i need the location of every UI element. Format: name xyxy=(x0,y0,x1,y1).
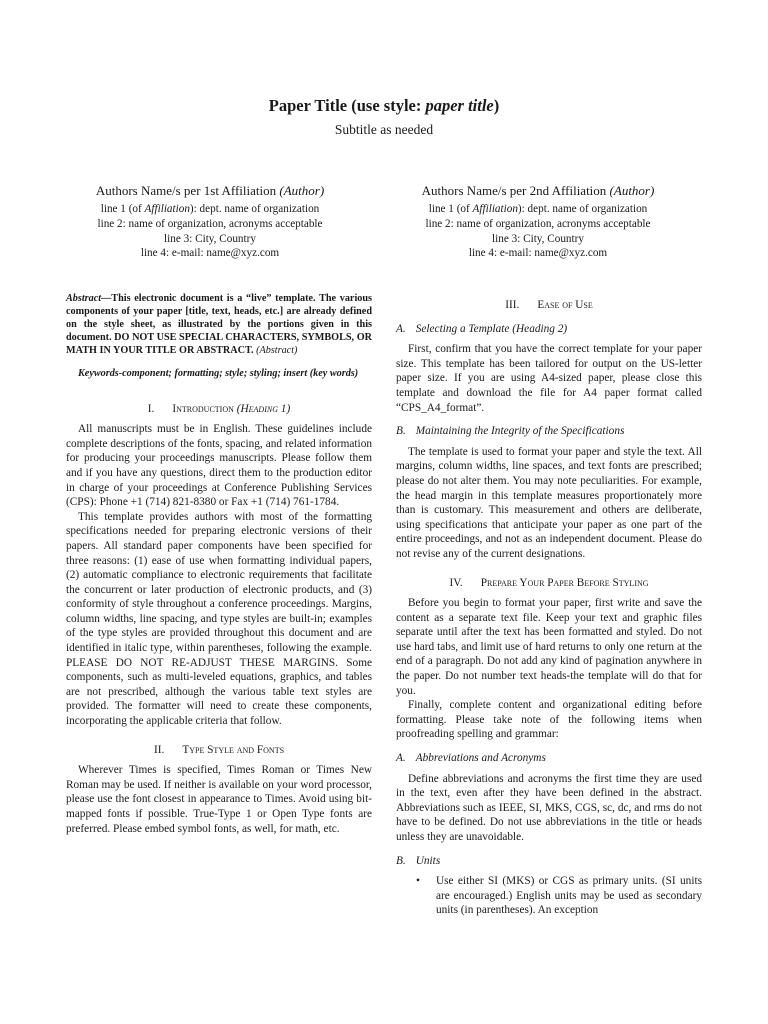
author-name: Authors Name/s per 2nd Affiliation (Author) xyxy=(421,183,655,198)
affiliation-line-3: line 3: City, Country xyxy=(492,232,584,245)
left-column xyxy=(66,292,372,836)
paragraph: Define abbreviations and acronyms the first time they are used in the text, even after they have been defined in the abstract. Abbreviations such as IEEE, SI, MKS, CGS, sc, dc, and rms do not have to be defined. Do not use abbreviations in the title or heads unless they are unavoidable. xyxy=(396,772,702,843)
subsection-heading-integrity: B. Maintaining the Integrity of the Specifications xyxy=(396,425,625,438)
author-block-1 xyxy=(60,183,360,261)
title-style-name: paper title xyxy=(425,96,494,115)
subsection-heading-units: B. Units xyxy=(396,854,441,867)
abstract-label: Abstract xyxy=(66,293,102,304)
affiliation-line-4: line 4: e-mail: name@xyz.com xyxy=(140,247,280,260)
abstract-tag: (Abstract) xyxy=(256,345,298,357)
bullet-text: Use either SI (MKS) or CGS as primary units. (SI units are encouraged.) English units may be used as secondary units (in parentheses). An exception xyxy=(436,875,702,917)
subsection-heading-abbreviations: A. Abbreviations and Acronyms xyxy=(396,752,546,765)
abstract xyxy=(66,292,372,357)
title-text: Paper Title (use style: xyxy=(268,96,426,115)
author-block-2 xyxy=(388,183,688,261)
abstract-text: —This electronic document is a “live” template. The various components of your paper [title, text, heads, etc.] are already defined on the style sheet, as illustrated by the portions given in this document. DO NOT USE SPECIAL CHARACTERS, SYMBOLS, OR MATH IN YOUR TITLE OR ABSTRACT. xyxy=(66,293,372,357)
affiliation-line-1: line 1 (of Affiliation): dept. name of organization xyxy=(428,203,648,215)
title-close: ) xyxy=(493,96,500,115)
section-heading-introduction: I. Introduction (Heading 1) xyxy=(147,402,291,415)
paragraph: All manuscripts must be in English. These guidelines include complete descriptions of the fonts, spacing, and related information for producing your proceedings manuscripts. Please follow them and if you have any questions, direct them to the production editor in charge of your proceedings at Conference Publishing Services (CPS): Phone +1 (714) 821-8380 or Fax +1 (714) 761-1784. xyxy=(66,423,372,509)
paper-title xyxy=(0,96,768,116)
list-item xyxy=(416,874,702,918)
paragraph: The template is used to format your paper and style the text. All margins, column widths, line spaces, and text fonts are prescribed; please do not alter them. You may note peculiarities. For example, the head margin in this template measures proportionately more than is customary. This measurement and others are deliberate, using specifications that anticipate your paper as one part of the entire proceedings, and not as an independent document. Please do not revise any of the current designations. xyxy=(396,445,702,560)
paragraph: Before you begin to format your paper, first write and save the content as a separate text file. Keep your text and graphic files separate until after the text has been formatted and styled. Do not use hard tabs, and limit use of hard returns to only one return at the end of a paragraph. Do not add any kind of pagination anywhere in the paper. Do not number text heads-the template will do that for you. xyxy=(396,597,702,697)
paragraph: First, confirm that you have the correct template for your paper size. This template has been tailored for output on the US-letter paper size. If you are using A4-sized paper, please close this template and download the file for A4 paper format called “CPS_A4_format”. xyxy=(396,343,702,414)
author-tag: (Author) xyxy=(609,183,655,198)
section-heading-prepare-paper: IV. Prepare Your Paper Before Styling xyxy=(449,576,649,589)
author-tag: (Author) xyxy=(279,183,325,198)
paragraph: This template provides authors with most of the formatting specifications needed for preparing electronic versions of their papers. All standard paper components have been specified for three reasons: (1) ease of use when formatting individual papers, (2) automatic compliance to electronic requirements that facilitate the concurrent or later production of electronic products, and (3) conformity of style throughout a conference proceedings. Margins, column widths, line spacing, and type styles are built-in; examples of the type styles are provided throughout this document and are identified in italic type, within parentheses, following the example. PLEASE DO NOT RE-ADJUST THESE MARGINS. Some components, such as multi-leveled equations, graphics, and tables are not prescribed, although the various table text styles are provided. The formatter will need to create these components, incorporating the applicable criteria that follow. xyxy=(66,510,372,728)
subsection-heading-selecting-template: A. Selecting a Template (Heading 2) xyxy=(396,322,568,335)
author-name: Authors Name/s per 1st Affiliation (Author) xyxy=(95,183,325,198)
affiliation-line-4: line 4: e-mail: name@xyz.com xyxy=(468,247,608,260)
paragraph: Wherever Times is specified, Times Roman or Times New Roman may be used. If neither is available on your word processor, please use the font closest in appearance to Times. Avoid using bit-mapped fonts if possible. True-Type 1 or Open Type fonts are preferred. Please embed symbol fonts, as well, for math, etc. xyxy=(66,764,372,835)
affiliation-line-2: line 2: name of organization, acronyms acceptable xyxy=(425,217,651,230)
paragraph: Finally, complete content and organizational editing before formatting. Please take note of the following items when proofreading spelling and grammar: xyxy=(396,699,702,741)
affiliation-line-1: line 1 (of Affiliation): dept. name of organization xyxy=(100,203,320,215)
section-heading-type-style: II. Type Style and Fonts xyxy=(153,743,285,756)
section-heading-ease-of-use: III. Ease of Use xyxy=(505,299,593,311)
affiliation-line-2: line 2: name of organization, acronyms acceptable xyxy=(97,217,323,230)
affiliation-line-3: line 3: City, Country xyxy=(164,232,256,245)
bullet-icon: • xyxy=(416,875,420,888)
paper-subtitle: Subtitle as needed xyxy=(334,122,434,137)
right-column xyxy=(396,292,702,918)
keywords: Keywords-component; formatting; style; styling; insert (key words) xyxy=(78,368,359,380)
